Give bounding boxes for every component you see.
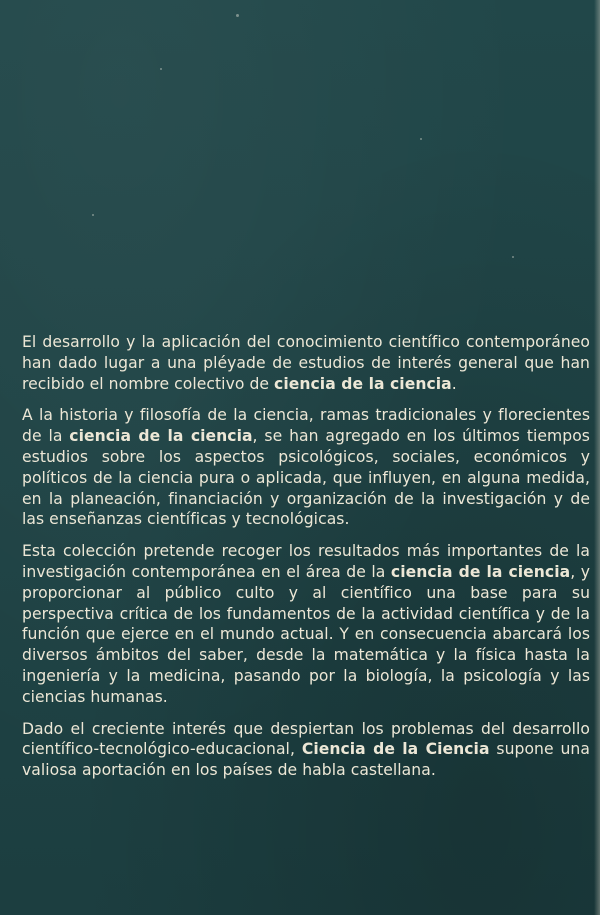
text-run: A la historia y filosofía de la ciencia, ramas tradicionales y florecientes de la <box>22 406 590 446</box>
text-run: , y proporcionar al público culto y al científico una base para su perspectiva crítica de los fundamentos de la actividad científica y de la función que ejerce en el mundo actual. Y en consecuencia abarcará los diversos ámbitos del saber, desde la matemática y la física hasta la ingeniería y la medicina, pasando por la biología, la psicología y las ciencias humanas. <box>22 562 591 706</box>
text-run: supone una valiosa aportación en los países de habla castellana. <box>22 740 590 780</box>
paragraph <box>22 541 590 707</box>
paragraph <box>22 332 590 394</box>
print-speck <box>160 68 162 70</box>
paragraph <box>22 719 590 781</box>
text-run: Dado el creciente interés que despiertan los problemas del desarrollo científico-tecnológico-educacional, <box>22 719 590 759</box>
print-speck <box>236 14 239 17</box>
print-speck <box>512 256 514 258</box>
description-text <box>22 332 590 792</box>
print-speck <box>92 214 94 216</box>
paragraph <box>22 405 590 530</box>
page-edge <box>594 0 600 915</box>
print-speck <box>420 138 422 140</box>
emphasized-term: ciencia de la ciencia <box>274 374 452 393</box>
emphasized-term: ciencia de la ciencia <box>69 427 253 446</box>
collection-title: Ciencia de la Ciencia <box>301 740 490 759</box>
text-run: Esta colección pretende recoger los resultados más importantes de la investigación contemporánea en el área de la <box>22 542 590 581</box>
text-run: El desarrollo y la aplicación del conocimiento científico contemporáneo han dado lugar a una pléyade de estudios de interés general que han recibido el nombre colectivo de <box>22 333 590 393</box>
text-run: . <box>451 374 457 393</box>
emphasized-term: ciencia de la ciencia <box>390 562 571 581</box>
text-run: , se han agregado en los últimos tiempos estudios sobre los aspectos psicológicos, sociales, económicos y políticos de la ciencia pura o aplicada, que influyen, en alguna medida, en la planeación, financiación y organización de la investigación y de las enseñanzas científicas y tecnológicas. <box>22 427 590 529</box>
